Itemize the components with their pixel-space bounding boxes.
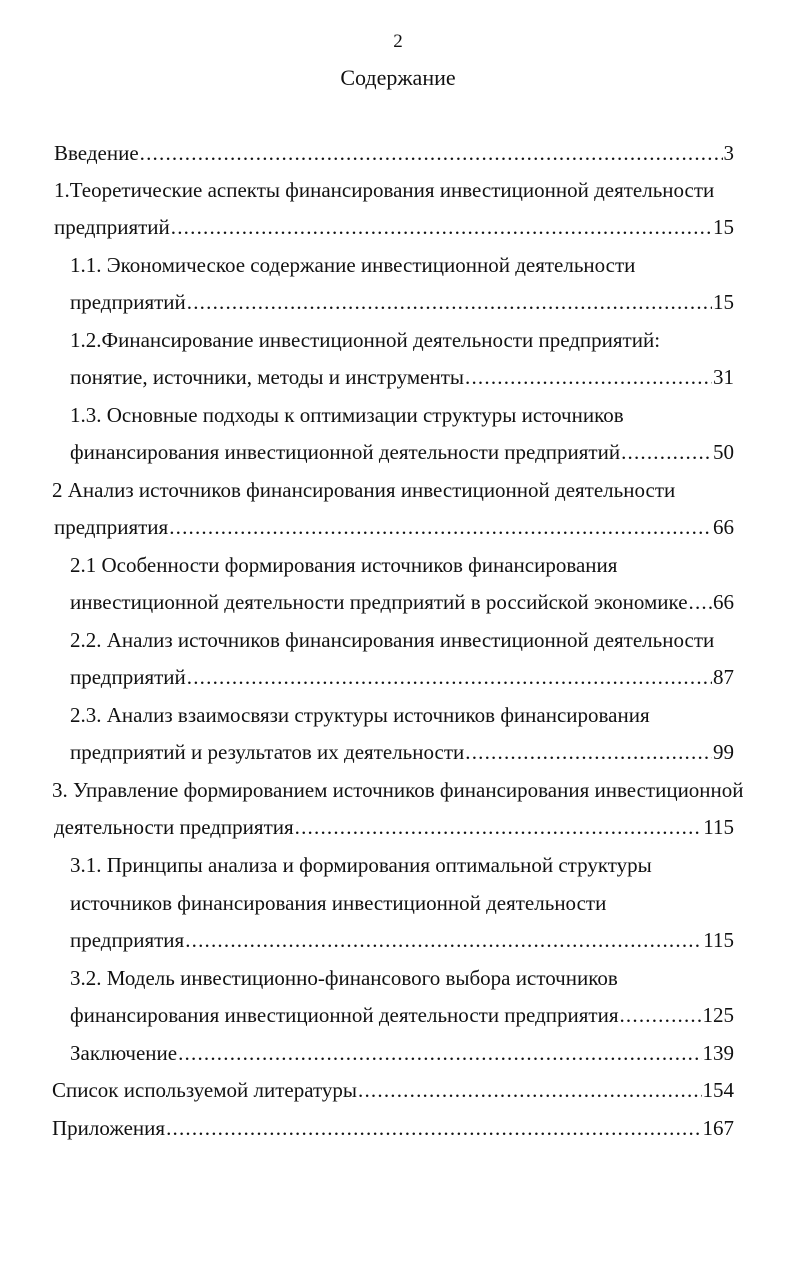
toc-entry-section-1-2-title: 1.2.Финансирование инвестиционной деятельности предприятий: — [70, 328, 661, 352]
toc-entry-appendix — [52, 1113, 734, 1143]
dot-leader — [166, 1113, 701, 1143]
toc-entry-chapter-2-title: 2 Анализ источников финансирования инвестиционной деятельности — [52, 478, 676, 502]
toc-entry-page: 15 — [713, 290, 734, 314]
toc-entry-section-1-3-title: 1.3. Основные подходы к оптимизации структуры источников — [70, 403, 624, 427]
toc-entry-page: 66 — [713, 590, 734, 614]
toc-entry-page: 154 — [702, 1078, 734, 1102]
toc-entry-chapter-2 — [54, 512, 734, 542]
toc-entry-page: 115 — [703, 928, 734, 952]
toc-entry-section-2-1 — [70, 587, 734, 617]
toc-entry-section-3-2-title: 3.2. Модель инвестиционно-финансового выбора источников — [70, 966, 618, 990]
toc-entry-page: 115 — [703, 815, 734, 839]
toc-entry-title: Список используемой литературы — [52, 1078, 358, 1102]
toc-entry-section-3-1-title: 3.1. Принципы анализа и формирования оптимальной структуры — [70, 853, 652, 877]
dot-leader — [178, 1038, 701, 1068]
toc-entry-section-1-2 — [70, 362, 734, 392]
toc-entry-title: деятельности предприятия — [54, 815, 294, 839]
toc-entry-title: предприятий — [54, 215, 170, 239]
toc-entry-title: предприятия — [70, 928, 185, 952]
dot-leader — [169, 512, 712, 542]
toc-entry-title: Введение — [54, 141, 139, 165]
toc-entry-page: 99 — [713, 740, 734, 764]
page-title: Содержание — [340, 65, 456, 90]
toc-entry-conclusion — [70, 1038, 734, 1068]
toc-entry-chapter-1 — [54, 212, 734, 242]
dot-leader — [171, 212, 712, 242]
toc-entry-title: инвестиционной деятельности предприятий в российской экономике — [70, 590, 688, 614]
dot-leader — [187, 662, 712, 692]
toc-entry-page: 139 — [702, 1041, 734, 1065]
toc-entry-section-1-1 — [70, 287, 734, 317]
toc-entry-page: 31 — [713, 365, 734, 389]
dot-leader — [689, 587, 712, 617]
toc-entry-page: 66 — [713, 515, 734, 539]
toc-entry-page: 167 — [702, 1116, 734, 1140]
dot-leader — [185, 925, 702, 955]
toc-entry-section-3-2 — [70, 1000, 734, 1030]
toc-entry-chapter-1-title: 1.Теоретические аспекты финансирования инвестиционной деятельности — [54, 178, 715, 202]
toc-entry-section-2-2-title: 2.2. Анализ источников финансирования инвестиционной деятельности — [70, 628, 715, 652]
toc-entry-title: Приложения — [52, 1116, 166, 1140]
toc-entry-title: финансирования инвестиционной деятельности предприятия — [70, 1003, 619, 1027]
toc-entry-title: Заключение — [70, 1041, 178, 1065]
toc-entry-title: предприятий — [70, 290, 186, 314]
toc-entry-section-2-3-title: 2.3. Анализ взаимосвязи структуры источников финансирования — [70, 703, 650, 727]
dot-leader — [465, 362, 712, 392]
toc-entry-title: предприятия — [54, 515, 169, 539]
toc-entry-references — [52, 1075, 734, 1105]
dot-leader — [295, 812, 703, 842]
toc-entry-title: предприятий — [70, 665, 186, 689]
toc-entry-chapter-3-title: 3. Управление формированием источников финансирования инвестиционной — [52, 778, 744, 802]
toc-entry-title: финансирования инвестиционной деятельности предприятий — [70, 440, 621, 464]
toc-entry-section-2-3 — [70, 737, 734, 767]
dot-leader — [358, 1075, 701, 1105]
toc-entry-page: 50 — [713, 440, 734, 464]
toc-entry-page: 3 — [723, 141, 734, 165]
toc-entry-title: предприятий и результатов их деятельности — [70, 740, 465, 764]
toc-entry-section-2-2 — [70, 662, 734, 692]
dot-leader — [465, 737, 712, 767]
toc-entry-page: 15 — [713, 215, 734, 239]
toc-entry-section-2-1-title: 2.1 Особенности формирования источников финансирования — [70, 553, 618, 577]
toc-entry-page: 87 — [713, 665, 734, 689]
toc-entry-intro — [54, 138, 734, 168]
toc-entry-title: понятие, источники, методы и инструменты — [70, 365, 465, 389]
dot-leader — [140, 138, 723, 168]
toc-entry-section-3-1 — [70, 925, 734, 955]
dot-leader — [621, 437, 712, 467]
page-number: 2 — [393, 31, 403, 52]
toc-entry-chapter-3 — [54, 812, 734, 842]
toc-entry-section-1-3 — [70, 437, 734, 467]
dot-leader — [619, 1000, 701, 1030]
toc-entry-section-1-1-title: 1.1. Экономическое содержание инвестиционной деятельности — [70, 253, 636, 277]
dot-leader — [187, 287, 712, 317]
toc-entry-page: 125 — [702, 1003, 734, 1027]
toc-entry-section-3-1-title-cont: источников финансирования инвестиционной деятельности — [70, 891, 607, 915]
